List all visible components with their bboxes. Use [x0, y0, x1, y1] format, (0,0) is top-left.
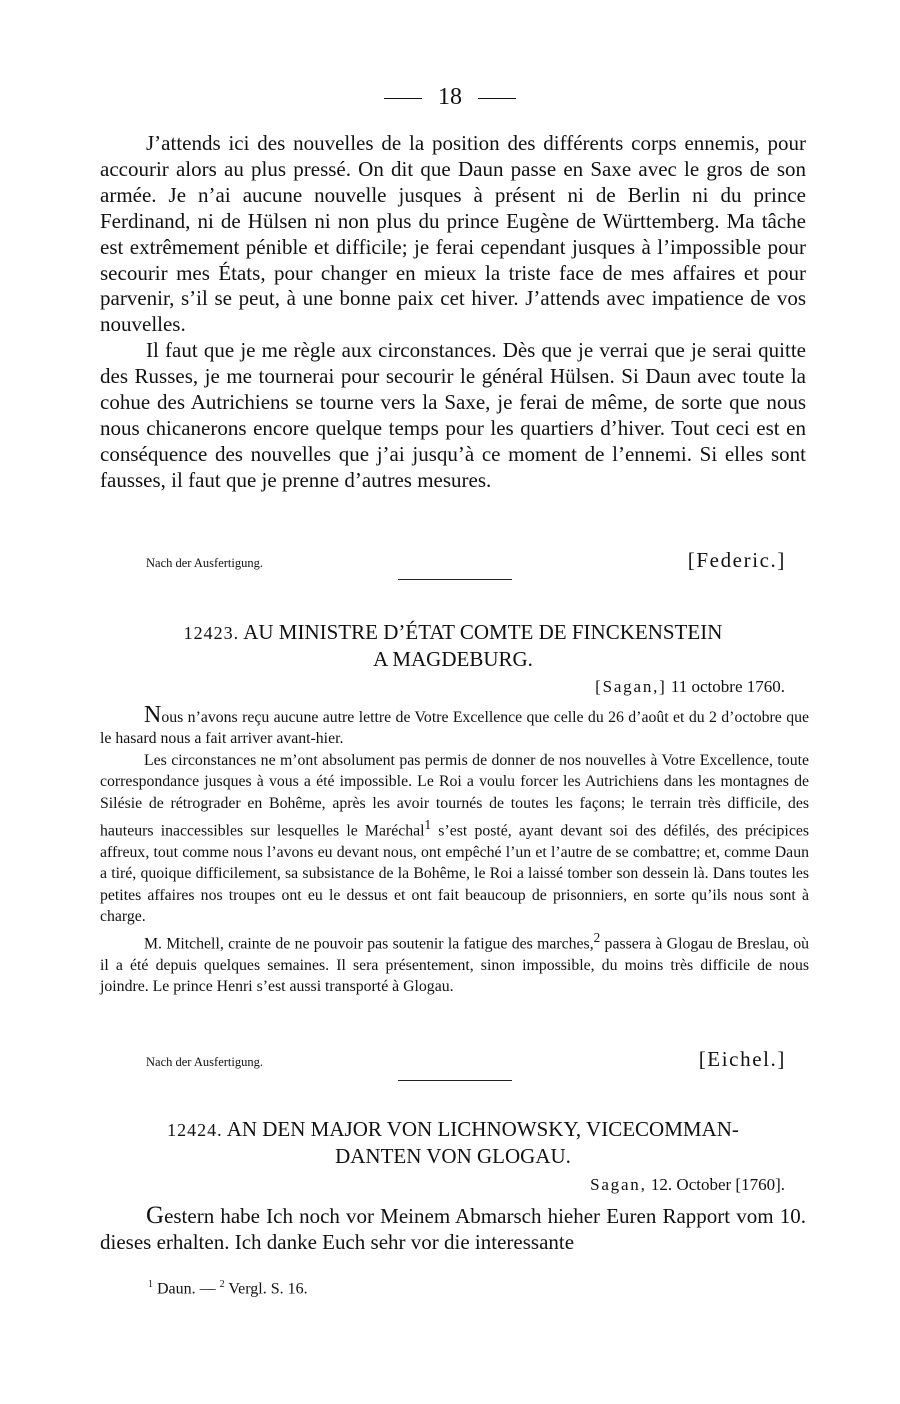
footnote-separator: — — [199, 1280, 216, 1298]
date: 11 octobre 1760. — [670, 677, 785, 696]
letter-12423-body — [100, 702, 810, 998]
letter-12423-dateline — [595, 677, 785, 697]
signature: [Eichel.] — [698, 1047, 786, 1071]
addressee-place: A MAGDEBURG. — [373, 647, 533, 671]
place: Sagan, — [590, 1175, 647, 1194]
initial-letter: N — [144, 702, 162, 728]
letter-12424-heading — [100, 1116, 806, 1169]
signature: [Federic.] — [687, 548, 786, 572]
previous-letter-body — [100, 131, 806, 494]
addressee-line: AU MINISTRE D’ÉTAT COMTE DE FINCKENSTEIN — [243, 620, 723, 644]
letter-number: 12423. — [183, 623, 240, 643]
letter-12424-body — [100, 1203, 806, 1256]
letter-number: 12424. — [167, 1120, 223, 1140]
paragraph: J’attends ici des nouvelles de la position des différents corps ennemis, pour accourir alors au plus pressé. On dit que Daun passe en Saxe avec le gros de son armée. Je n’ai aucune nouvelle jusques à présent ni de Berlin ni du prince Ferdinand, ni de Hülsen ni non plus du prince Eugène de Württemberg. Ma tâche est extrêmement pénible et difficile; je ferai cependant jusques à l’impossible pour secourir mes États, pour changer en mieux la triste face de mes affaires et pour parvenir, s’il se peut, à une bonne paix cet hiver. J’attends avec impatience de vos nouvelles. — [100, 131, 806, 337]
footnote-marker: 1 — [424, 817, 432, 833]
place: [Sagan,] — [595, 677, 667, 696]
initial-letter: G — [146, 1202, 165, 1229]
paragraph: Les circonstances ne m’ont absolument pas permis de donner de nos nouvelles à Votre Excellence, toute correspondance jusques à vous a été impossible. Le Roi a voulu forcer les Autrichiens dans les montagnes de Silésie de rétrograder en Bohême, après les avoir tournés de toutes les façons; le terrain très difficile, des hauteurs inaccessibles sur lesquelles le Maréchal$^1$ s’est posté, ayant devant soi des défilés, des précipices affreux, tout comme nous l’avons eu devant nous, ont empêché l’un et l’autre de se combattre; et, comme Daun a tiré, quoique difficilement, sa subsistance de la Bohême, le Roi a laissé tomber son dessein là. Dans toutes les petites affaires nos troupes ont eu le dessus et ont fait beaucoup de prisonniers, en sorte qu’ils nous sont à charge. — [100, 751, 809, 925]
addressee-place: DANTEN VON GLOGAU. — [335, 1144, 571, 1168]
footnote-text: Vergl. S. 16. — [228, 1280, 308, 1298]
source-note: Nach der Ausfertigung. — [146, 1055, 263, 1069]
paragraph: Nous n’avons reçu aucune autre lettre de Votre Excellence que celle du 26 d’août et du 2 d’octobre que le hasard nous a fait arriver avant-hier. — [100, 702, 809, 748]
previous-letter-footer — [100, 543, 786, 573]
date: 12. October [1760]. — [650, 1175, 785, 1194]
paragraph: Gestern habe Ich noch vor Meinem Abmarsch hieher Euren Rapport vom 10. dieses erhalten. Ich danke Euch sehr vor die interessante — [100, 1202, 806, 1254]
footnote-mark: 1 — [148, 1279, 153, 1290]
letter-12423-footer — [100, 1042, 786, 1072]
paragraph: Il faut que je me règle aux circonstances. Dès que je verrai que je serai quitte des Russes, je me tournerai pour secourir le général Hülsen. Si Daun avec toute la cohue des Autrichiens se tourne vers la Saxe, je ferai de même, de sorte que nous nous chicanerons encore quelque temps pour les quartiers d’hiver. Tout ceci est en conséquence des nouvelles que j’ai jusqu’à ce moment de l’ennemi. Si elles sont fausses, il faut que je prenne d’autres mesures. — [100, 338, 806, 492]
letter-12424-dateline — [590, 1175, 785, 1195]
header-dash-right — [478, 98, 516, 99]
paragraph: M. Mitchell, crainte de ne pouvoir pas soutenir la fatigue des marches,$^2$ passera à Glogau de Breslau, où il a été depuis quelques semaines. Il sera présentement, sinon impossible, du moins très difficile de nous joindre. Le prince Henri s’est aussi transporté à Glogau. — [100, 930, 810, 996]
page-number: 18 — [438, 84, 462, 110]
section-divider — [398, 1080, 512, 1081]
header-dash-left — [384, 98, 422, 99]
section-divider — [398, 579, 512, 580]
addressee-line: AN DEN MAJOR VON LICHNOWSKY, VICECOMMAN- — [226, 1117, 739, 1141]
footnote-mark: 2 — [219, 1279, 225, 1290]
footnote-text: Daun. — [157, 1280, 196, 1298]
footnote-marker: 2 — [593, 930, 601, 946]
source-note: Nach der Ausfertigung. — [146, 556, 263, 570]
letter-12423-heading — [100, 619, 806, 672]
page-header — [0, 84, 900, 111]
footnotes — [148, 1279, 308, 1298]
